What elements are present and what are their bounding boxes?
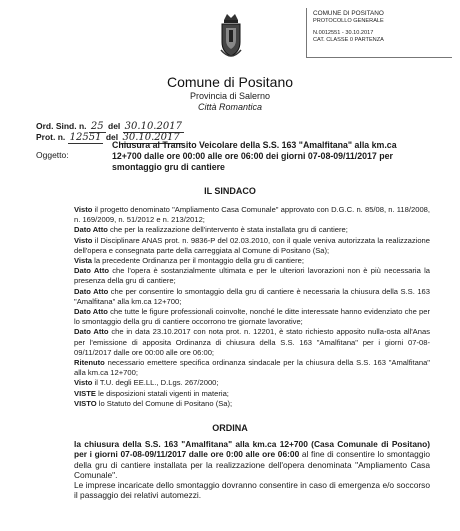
ord-date: 30.10.2017 [124,121,182,132]
clause: VISTE le disposizioni statali vigenti in materia; [74,388,229,398]
clause: Vista la precedente Ordinanza per il montaggio della gru di cantiere; [74,256,304,266]
ordina-heading: ORDINA [212,423,248,433]
stamp-category: CAT. CLASSE 0 PARTENZA [313,37,384,43]
coat-of-arms-icon [218,10,244,68]
provincia-subtitle: Provincia di Salerno [189,91,271,101]
clause: Visto il progetto denominato "Ampliamento Casa Comunale" approvato con D.G.C. n. 85/08, n. 118/2008, n. 169/2009, n. 51/2012 e n. 213/2012; [74,205,430,225]
clause: Visto il T.U. degli EE.LL., D.Lgs. 267/2000; [74,378,219,388]
city-motto: Città Romantica [197,102,263,112]
subject-label: Oggetto: [36,150,69,160]
clause: Dato Atto che per consentire lo smontaggio della gru di cantiere è necessaria la chiusura della S.S. 163 "Amalfitana" alla km.ca 12+700; [74,286,430,306]
stamp-office: COMUNE DI POSITANO [313,10,384,17]
comune-title: Comune di Positano [166,74,294,90]
prot-label: Prot. n. [36,132,66,142]
clause: Dato Atto che per la realizzazione dell'intervento è stata installata gru di cantiere; [74,225,348,235]
order-paragraph: la chiusura della S.S. 163 "Amalfitana" alla km.ca 12+700 (Casa Comunale di Positano) per i giorni 07-08-09/11/2017 dalle ore 0:00 alle ore 06:00 al fine di consentire lo smontaggio della gru di cantiere installata per la realizzazione dell'opera denominata "Ampliamento Casa Comunale". [74,439,430,480]
clause: Dato Atto che l'opera è sostanzialmente ultimata e per le ulteriori lavorazioni non è più necessaria la presenza della gru di cantiere; [74,266,430,286]
protocol-stamp [306,8,452,58]
whereas-clauses [74,205,430,409]
clause: Visto il Disciplinare ANAS prot. n. 9836-P del 02.03.2010, con il quale veniva autorizzata la realizzazione dell'opera e consegnata parte della carreggiata al Comune di Positano (Sa); [74,235,430,255]
order-text [74,439,430,501]
ord-number: 25 [90,121,104,132]
clause: VISTO lo Statuto del Comune di Positano (Sa); [74,398,233,408]
prot-number: 12551 [69,132,102,143]
order-note: Le imprese incaricate dello smontaggio dovranno consentire in caso di emergenza e/o soccorso il passaggio dei relativi automezzi. [74,480,430,501]
stamp-register: PROTOCOLLO GENERALE [313,18,384,24]
clause: Dato Atto che in data 23.10.2017 con nota prot. n. 12201, è stato richiesto apposito nulla-osta all'Anas per l'emissione di apposita Ordinanza di chiusura della S.S. 163 "Amalfitana" per i giorni 07-08-09/11/2017 dalle ore 00:00 alle ore 06:00; [74,327,430,357]
ord-label: Ord. Sind. n. [36,121,87,131]
clause: Ritenuto necessario emettere specifica ordinanza sindacale per la chiusura della S.S. 163 "Amalfitana" alla km.ca 12+700; [74,358,430,378]
stamp-number: N.0012551 - 30.10.2017 [313,30,374,36]
prot-date: 30.10.2017 [122,132,180,143]
sindaco-heading: IL SINDACO [204,186,256,196]
ord-del-label: del [108,121,121,131]
clause: Dato Atto che tutte le figure professionali coinvolte, nonché le ditte interessate hanno evidenziato che per lo smontaggio della gru di cantiere occorrono tre giornate lavorative; [74,307,430,327]
subject-text: Chiusura al Transito Veicolare della S.S. 163 "Amalfitana" alla km.ca 12+700 dalle ore 00:00 alle ore 06:00 dei giorni 07-08-09/11/2017 per smontaggio gru di cantiere [112,140,397,172]
prot-del-label: del [105,132,119,142]
